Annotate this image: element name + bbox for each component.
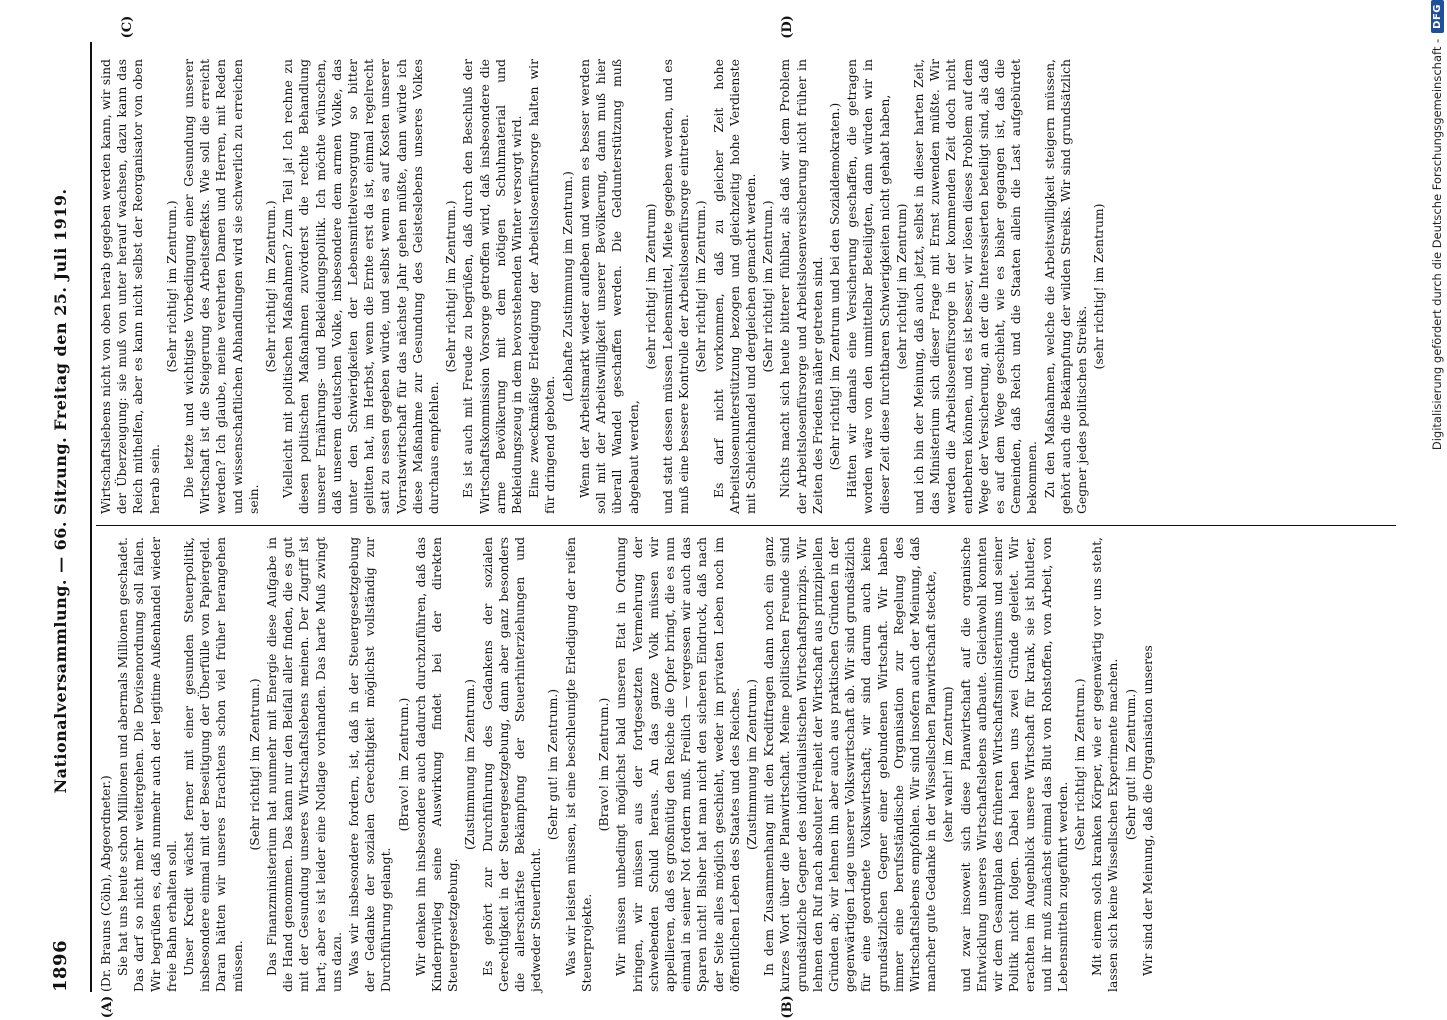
paragraph: Eine zweckmäßige Erledigung der Arbeitslosenfürsorge halten wir für dringend geboten. bbox=[526, 59, 558, 514]
interjection: (Sehr gut! im Zentrum.) bbox=[545, 688, 561, 841]
margin-marker-c: (C) bbox=[120, 15, 135, 39]
digitization-credit bbox=[1409, 0, 1444, 1000]
interjection: (Sehr richtig! im Zentrum.) bbox=[693, 200, 709, 373]
interjection: (Zustimmung im Zentrum.) bbox=[743, 678, 759, 851]
margin-marker-b: (B) bbox=[780, 995, 795, 1019]
interjection: (Sehr richtig! im Zentrum und bei den Sozialdemokraten.) bbox=[826, 102, 842, 471]
running-title: Nationalversammlung. — 66. Sitzung. Freitag den 25. Juli 1919. bbox=[51, 188, 70, 794]
paragraph: Wir müssen unbedingt möglichst bald unseren Etat in Ordnung bringen, wir müssen aus der fortgesetzten Vermehrung der schwebenden Schuld heraus. An das ganze Volk müssen wir appellieren, daß es großmütig den Reiche die Opfer bringt, die es nun einmal in seiner Not fordern muß. Freilich — vergessen wir auch das Sparen nicht! Bisher hat man nicht den sicheren Eindruck, daß nach der Seite alles möglich geschieht, weder im privaten Leben noch im öffentlichen Leben des Staates und des Reiches. bbox=[613, 537, 742, 992]
paragraph: Nichts macht sich heute bitterer fühlbar, als daß wir dem Problem der Arbeitslosenfürsorge und Arbeitslosenversicherung nicht früher in Zeiten des Friedens näher getreten sind. bbox=[777, 59, 825, 514]
paragraph: Unser Kredit wächst ferner mit einer gesunden Steuerpolitik, insbesondere einmal mit der Beseitigung der Überfülle von Papiergeld. Daran hätten wir unseres Erachtens schon viel früher herangehen müssen. bbox=[181, 537, 245, 992]
margin-marker-d: (D) bbox=[780, 15, 795, 39]
interjection: (Sehr richtig! im Zentrum.) bbox=[246, 678, 262, 851]
credit-line bbox=[1427, 0, 1447, 998]
right-column bbox=[98, 59, 1393, 514]
rotated-page bbox=[50, 15, 1400, 1019]
interjection: (Bravo! im Zentrum.) bbox=[596, 697, 612, 832]
interjection: (Bravo! im Zentrum.) bbox=[395, 697, 411, 832]
paragraph: Das Finanzministerium hat nunmehr mit Energie diese Aufgabe in die Hand genommen. Das kann nur den Beifall aller finden, die es gut mit der Gesundung unseres Wirtschaftslebens meinen. Der Zugriff ist hart; aber es ist leider eine Notlage vorhanden. Das harte Muß zwingt uns dazu. bbox=[264, 537, 344, 992]
paragraph: Sie hat uns heute schon Millionen und abermals Millionen geschadet. Das darf so nicht mehr weitergehen. Die Devisenordnung soll fallen. Wir begrüßen es, daß nunmehr auch der legitime Außenhandel wieder freie Bahn erhalten soll. bbox=[115, 537, 179, 992]
interjection: (Lebhafte Zustimmung im Zentrum.) bbox=[559, 171, 575, 402]
paragraph: Mit einem solch kranken Körper, wie er gegenwärtig vor uns steht, lassen sich keine Wissellschen Experimente machen. bbox=[1089, 537, 1121, 992]
interjection: (sehr richtig! im Zentrum) bbox=[893, 203, 909, 370]
paragraph: Was wir insbesondere fordern, ist, daß in der Steuergesetzgebung der Gedanke der sozialen Gerechtigkeit möglichst vollständig zur Durchführung gelangt. bbox=[346, 537, 394, 992]
paragraph: Hätten wir damals eine Versicherung geschaffen, die getragen worden wäre von den unmittelbar Beteiligten, dann würden wir in dieser Zeit diese furchtbaren Schwierigkeiten nicht gehabt haben, bbox=[844, 59, 892, 514]
column-divider bbox=[96, 525, 1396, 526]
interjection: (sehr wahr! im Zentrum) bbox=[940, 686, 956, 843]
paragraph: Was wir leisten müssen, ist eine beschleunigte Erledigung der reifen Steuerprojekte. bbox=[562, 537, 594, 992]
interjection: (sehr richtig! im Zentrum) bbox=[642, 203, 658, 370]
paragraph: Wir denken ihn insbesondere auch dadurch durchzuführen, daß das Kinderprivileg seine Auswirkung findet bei der direkten Steuergesetzgebung. bbox=[412, 537, 461, 992]
interjection: (Sehr richtig! im Zentrum.) bbox=[163, 200, 179, 373]
left-column bbox=[98, 537, 1393, 992]
speaker-line: (Dr. Brauns (Cöln), Abgeordneter.) bbox=[98, 775, 113, 992]
paragraph: Es darf nicht vorkommen, daß zu gleicher Zeit hohe Arbeitslosenunterstützung bezogen und gleichzeitig hohe Verdienste mit Schleichhandel und dergleichen gemacht werden. bbox=[710, 59, 758, 514]
paragraph: Wenn der Arbeitsmarkt wieder aufleben und wenn es besser werden soll mit der Arbeitswilligkeit unserer Bevölkerung, dann muß hier überall Wandel geschaffen werden. Die Geldunterstützung muß abgebaut werden, bbox=[576, 59, 641, 514]
credit-text: Digitalisierung gefördert durch die Deutsche Forschungsgemeinschaft - bbox=[1430, 38, 1444, 451]
paragraph: Wir sind der Meinung, daß die Organisation unseres bbox=[1139, 645, 1155, 976]
interjection: (Sehr richtig! im Zentrum.) bbox=[263, 200, 279, 373]
interjection: (sehr richtig! im Zentrum) bbox=[1091, 203, 1107, 370]
interjection: (Sehr gut! im Zentrum.) bbox=[1122, 688, 1138, 841]
paragraph: Es gehört zur Durchführung des Gedankens der sozialen Gerechtigkeit in der Steuergesetzgebung, dann aber ganz besonders die allerschärfste Bekämpfung der Steuerhinterziehungen und jedweder Steuerflucht. bbox=[479, 537, 544, 992]
interjection: (Sehr richtig! im Zentrum.) bbox=[760, 200, 776, 373]
interjection: (Sehr richtig! im Zentrum.) bbox=[443, 200, 459, 373]
page-number: 1896 bbox=[50, 939, 71, 992]
header-rule bbox=[90, 42, 92, 992]
paragraph: Die letzte und wichtigste Vorbedingung einer Gesundung unserer Wirtschaft ist die Steigerung des Arbeitseffekts. Wie soll die erreicht werden? Ich glaube, meine verehrten Damen und Herren, mit Reden und wissenschaftlichen Abhandlungen wird sie schwerlich zu erreichen sein. bbox=[181, 59, 261, 514]
page-header bbox=[50, 42, 90, 992]
margin-marker-a: (A) bbox=[100, 995, 115, 1019]
paragraph: und zwar insoweit sich diese Planwirtschaft auf die organische Entwicklung unseres Wirtschaftslebens aufbaute. Gleichwohl konnten wir dem Gesamtplan des früheren Wirtschaftsministeriums und seiner Politik nicht folgen. Dabei haben uns zwei Gründe geleitet. Wir erachten im Augenblick unsere Wirtschaft für krank, sie ist blutleer, und ihr muß zunächst einmal das Blut von Rohstoffen, von Arbeit, von Lebensmitteln zugeführt werden. bbox=[957, 537, 1070, 992]
dfg-logo: DFG bbox=[1431, 0, 1444, 33]
paragraph: In dem Zusammenhang mit den Kreditfragen dann noch ein ganz kurzes Wort über die Planwirtschaft. Meine politischen Freunde sind grundsätzliche Gegner des individualistischen Wirtschaftsprinzips. Wir lehnen den Ruf nach absoluter Freiheit der Wirtschaft aus prinzipiellen Gründen ab; wir lehnen ihn aber auch aus praktischen Gründen in der gegenwärtigen Lage unserer Volkswirtschaft ab. Wir sind grundsätzlich für eine geordnete Volkswirtschaft; wir sind darum auch keine grundsätzlichen Gegner einer gebundenen Wirtschaft. Wir haben immer eine berufsständische Organisation zur Regelung des Wirtschaftslebens empfohlen. Wir sind insofern auch der Meinung, daß mancher gute Gedanke in der Wissellschen Planwirtschaft steckte, bbox=[761, 537, 939, 992]
paragraph: Vielleicht mit politischen Maßnahmen? Zum Teil ja! Ich rechne zu diesen politischen Maßnahmen zuvörderst die rechte Behandlung unserer Ernährungs- und Bekleidungspolitik. Ich möchte wünschen, daß unserem deutschen Volke, insbesondere dem armen Volke, das unter den Schwierigkeiten der Lebensmittelversorgung so bitter gelitten hat, im Herbst, wenn die Ernte erst da ist, einmal regelrecht satt zu essen gegeben würde, und selbst wenn es auf Kosten unserer Vorratswirtschaft für das nächste Jahr gehen müßte, dann würde ich diese Maßnahme zur Gesundung des Geisteslebens unseres Volkes durchaus empfehlen. bbox=[280, 59, 442, 514]
interjection: (Zustimmung im Zentrum.) bbox=[462, 678, 478, 851]
interjection: (Sehr richtig! im Zentrum.) bbox=[1071, 678, 1087, 851]
paragraph: Zu den Maßnahmen, welche die Arbeitswilligkeit steigern müssen, gehört auch die Bekämpfung der wilden Streiks. Wir sind grundsätzlich Gegner jedes politischen Streiks. bbox=[1041, 59, 1089, 514]
paragraph: und ich bin der Meinung, daß auch jetzt, selbst in dieser harten Zeit, das Ministerium sich dieser Frage mit Ernst zuwenden müßte. Wir werden die Arbeitslosenfürsorge in der kommenden Zeit doch nicht entbehren können, und es ist besser, wir lösen dieses Problem auf dem Wege der Versicherung, an der die Interessierten beteiligt sind, als daß es auf dem Wege geschieht, wie es bisher gegangen ist, daß die Gemeinden, daß Reich und die Staaten allein die Last aufgebürdet bekommen. bbox=[910, 59, 1040, 514]
paragraph: Wirtschaftslebens nicht von oben herab gegeben werden kann, wir sind der Überzeugung: sie muß von unter herauf wachsen, dazu kann das Reich mithelfen, aber es kann nicht selbst der Reorganisator von oben herab sein. bbox=[98, 59, 162, 514]
paragraph: Es ist auch mit Freude zu begrüßen, daß durch den Beschluß der Wirtschaftskommission Vorsorge getroffen wird, daß insbesondere die arme Bevölkerung mit dem nötigen Schuhmaterial und Bekleidungszeug in dem bevorstehenden Winter versorgt wird. bbox=[460, 59, 525, 514]
paragraph: und statt dessen müssen Lebensmittel, Miete gegeben werden, und es muß eine bessere Kontrolle der Arbeitslosenfürsorge eintreten. bbox=[659, 59, 692, 514]
